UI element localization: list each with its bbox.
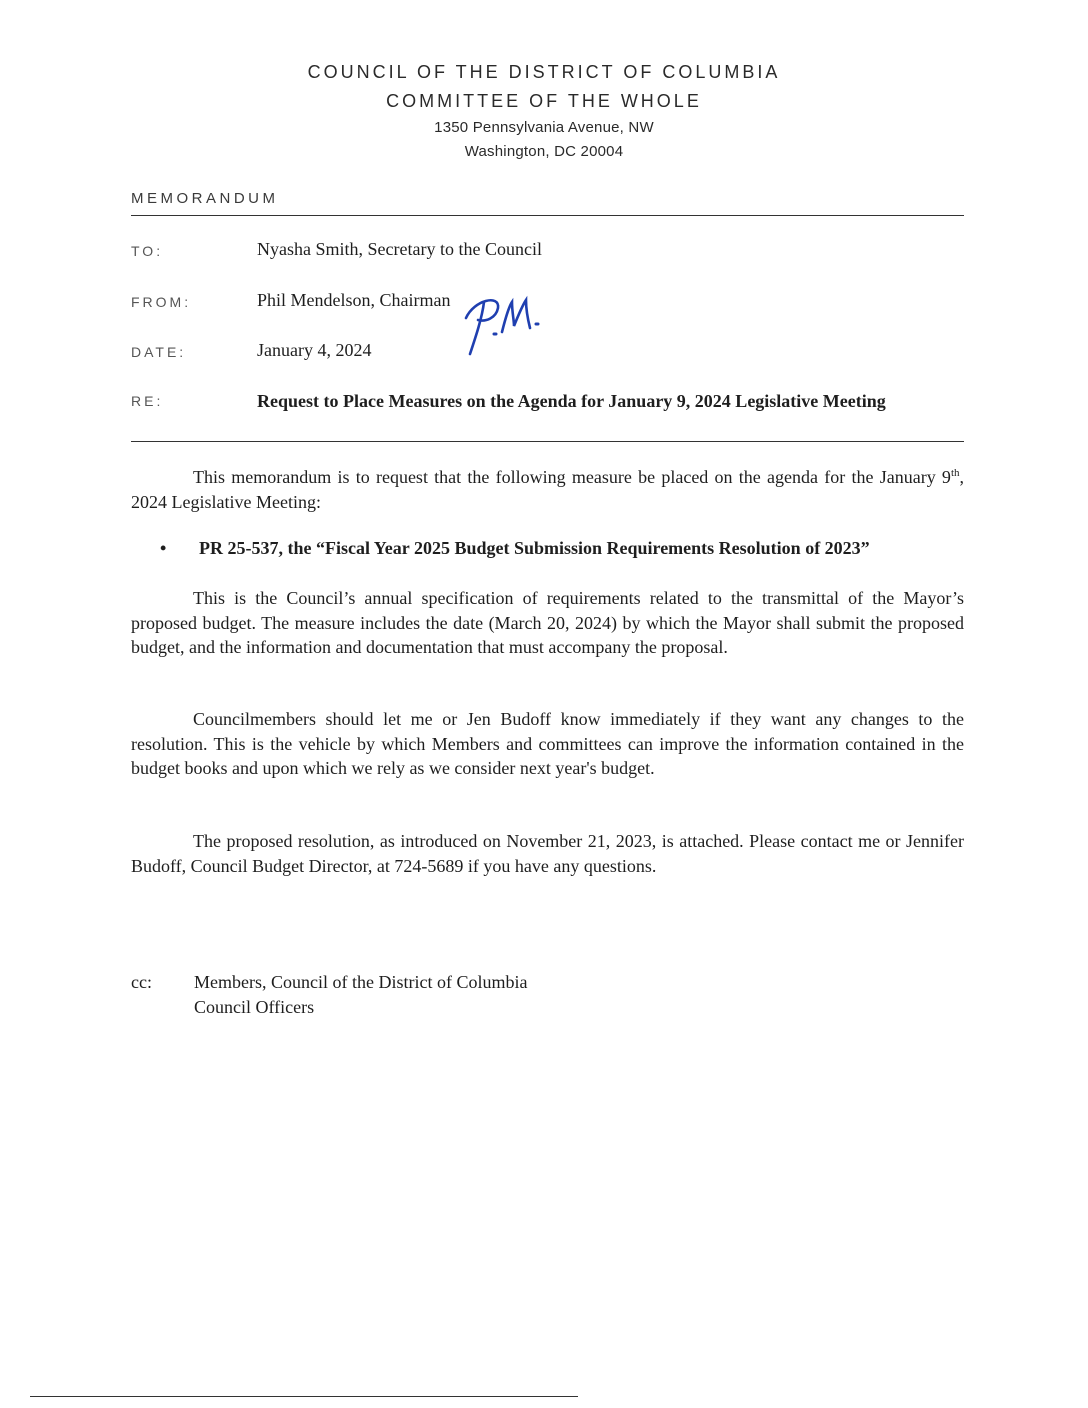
re-value: Request to Place Measures on the Agenda for January 9, 2024 Legislative Meeting — [257, 391, 886, 411]
intro-superscript: th — [950, 467, 960, 479]
paragraph-3: The proposed resolution, as introduced on November 21, 2023, is attached. Please contact me or Jennifer Budoff, Council Budget Director, at 724-5689 if you have any questions. — [131, 831, 964, 876]
to-value: Nyasha Smith, Secretary to the Council — [257, 239, 542, 259]
paragraph-2: Councilmembers should let me or Jen Budoff know immediately if they want any changes to the resolution. This is the vehicle by which Members and committees can improve the information contained in the budget books and upon which we rely as we consider next year's budget. — [131, 709, 964, 778]
intro-text: This memorandum is to request that the following measure be placed on the agenda for the January 9 — [193, 467, 951, 487]
council-name: COUNCIL OF THE DISTRICT OF COLUMBIA — [307, 62, 781, 82]
signature — [452, 288, 562, 360]
footer-rule — [30, 1396, 578, 1397]
header-rule-top — [131, 215, 964, 216]
address-line-2: Washington, DC 20004 — [464, 143, 624, 160]
from-label: FROM: — [131, 294, 192, 310]
bullet-icon: • — [160, 538, 167, 558]
cc-label: cc: — [131, 972, 152, 992]
intro-text-end: , 2024 Legislative Meeting: — [131, 467, 964, 512]
date-value: January 4, 2024 — [257, 340, 372, 360]
date-label: DATE: — [131, 344, 187, 360]
intro-paragraph — [131, 465, 964, 514]
re-label: RE: — [131, 393, 164, 409]
memorandum-label: MEMORANDUM — [131, 190, 279, 207]
from-value: Phil Mendelson, Chairman — [257, 290, 451, 310]
address-line-1: 1350 Pennsylvania Avenue, NW — [434, 119, 654, 136]
header-rule-bottom — [131, 441, 964, 442]
to-label: TO: — [131, 243, 164, 259]
measure-title: PR 25-537, the “Fiscal Year 2025 Budget Submission Requirements Resolution of 2023” — [199, 538, 870, 558]
cc-line-2: Council Officers — [194, 997, 315, 1017]
paragraph-1: This is the Council’s annual specification of requirements related to the transmittal of the Mayor’s proposed budget. The measure includes the date (March 20, 2024) by which the Mayor shall submit the proposed budget, and the information and documentation that must accompany the proposal. — [131, 588, 964, 657]
cc-line-1: Members, Council of the District of Columbia — [194, 972, 528, 992]
committee-name: COMMITTEE OF THE WHOLE — [386, 91, 702, 111]
